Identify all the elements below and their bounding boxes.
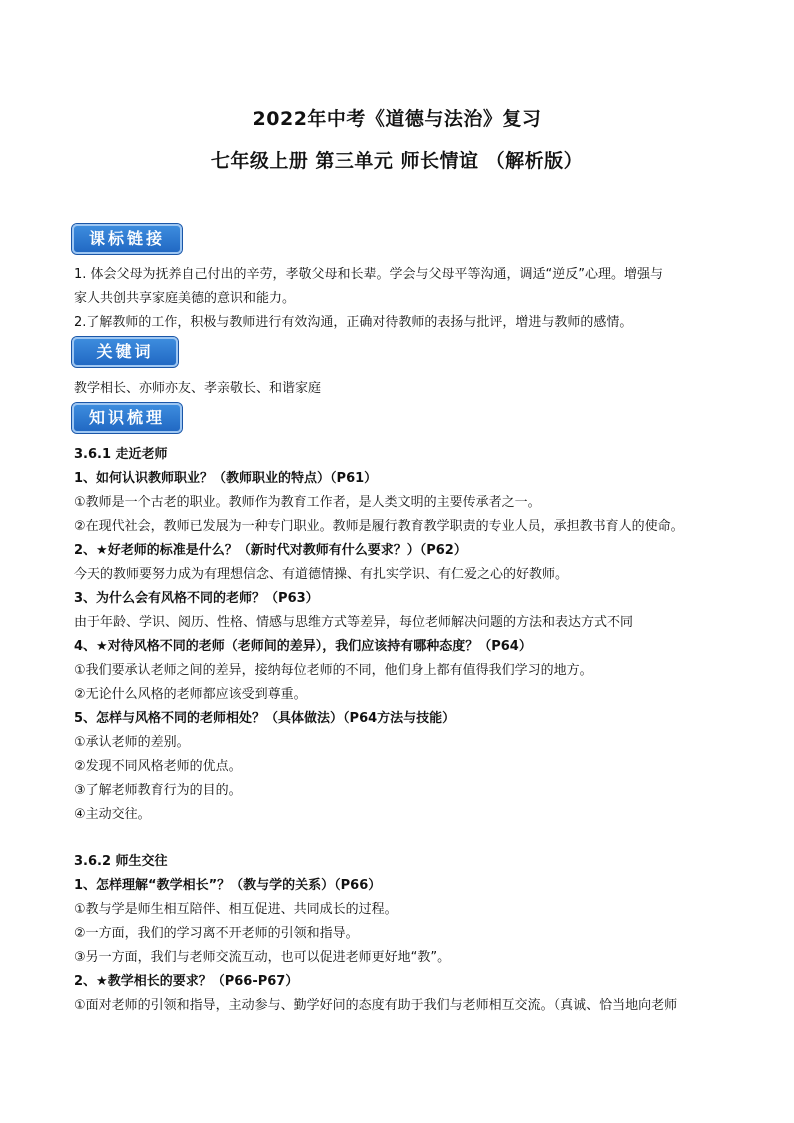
answer-line: ①我们要承认老师之间的差异，接纳每位老师的不同，他们身上都有值得我们学习的地方。 <box>74 663 593 678</box>
section-heading-3-6-1: 3.6.1 走近老师 <box>74 447 168 462</box>
answer-line: ①教师是一个古老的职业。教师作为教育工作者，是人类文明的主要传承者之一。 <box>74 495 541 510</box>
badge-knowledge: 知识梳理 <box>72 403 182 433</box>
answer-line: ②在现代社会，教师已发展为一种专门职业。教师是履行教育教学职责的专业人员，承担教书育人的使命。 <box>74 519 684 534</box>
badge-curriculum: 课标链接 <box>72 224 182 254</box>
question-heading: 4、★对待风格不同的老师（老师间的差异），我们应该持有哪种态度？（P64） <box>74 639 532 654</box>
answer-line: ①教与学是师生相互陪伴、相互促进、共同成长的过程。 <box>74 902 398 917</box>
question-heading: 2、★好老师的标准是什么？（新时代对教师有什么要求？）（P62） <box>74 543 467 558</box>
question-heading: 1、怎样理解“教学相长”？（教与学的关系）（P66） <box>74 878 382 893</box>
curriculum-item-1-line-2: 家人共创共享家庭美德的意识和能力。 <box>74 291 296 306</box>
answer-line: ②无论什么风格的老师都应该受到尊重。 <box>74 687 307 702</box>
question-heading: 3、为什么会有风格不同的老师？（P63） <box>74 591 319 606</box>
answer-line: 今天的教师要努力成为有理想信念、有道德情操、有扎实学识、有仁爱之心的好教师。 <box>74 567 569 582</box>
question-heading: 1、如何认识教师职业？（教师职业的特点）（P61） <box>74 471 378 486</box>
answer-line: ②一方面，我们的学习离不开老师的引领和指导。 <box>74 926 359 941</box>
answer-line: ①面对老师的引领和指导，主动参与、勤学好问的态度有助于我们与老师相互交流。（真诚、恰当地向老师 <box>74 998 678 1013</box>
document-subtitle: 七年级上册 第三单元 师长情谊 （解析版） <box>210 150 584 172</box>
answer-line: ③另一方面，我们与老师交流互动，也可以促进老师更好地“教”。 <box>74 950 451 965</box>
section-heading-3-6-2: 3.6.2 师生交往 <box>74 854 168 869</box>
answer-line: ②发现不同风格老师的优点。 <box>74 759 242 774</box>
document-title: 2022年中考《道德与法治》复习 <box>252 108 542 130</box>
badge-keywords: 关键词 <box>72 337 178 367</box>
keywords-text: 教学相长、亦师亦友、孝亲敬长、和谐家庭 <box>74 381 322 396</box>
answer-line: ①承认老师的差别。 <box>74 735 190 750</box>
curriculum-item-1-line-1: 1. 体会父母为抚养自己付出的辛劳，孝敬父母和长辈。学会与父母平等沟通，调适“逆反”心理。增强与 <box>74 267 664 282</box>
answer-line: ④主动交往。 <box>74 807 151 822</box>
question-heading: 5、怎样与风格不同的老师相处？（具体做法）（P64方法与技能） <box>74 711 456 726</box>
question-heading: 2、★教学相长的要求？（P66-P67） <box>74 974 299 989</box>
answer-line: 由于年龄、学识、阅历、性格、情感与思维方式等差异，每位老师解决问题的方法和表达方式不同 <box>74 615 634 630</box>
curriculum-item-2: 2.了解教师的工作，积极与教师进行有效沟通，正确对待教师的表扬与批评，增进与教师的感情。 <box>74 315 633 330</box>
answer-line: ③了解老师教育行为的目的。 <box>74 783 242 798</box>
